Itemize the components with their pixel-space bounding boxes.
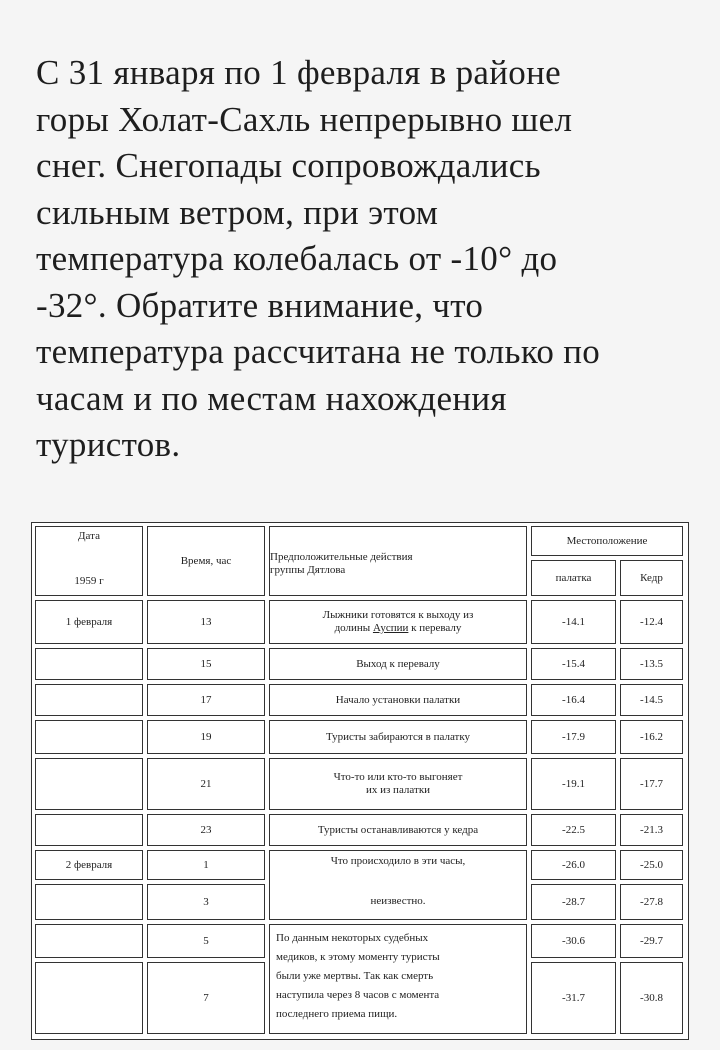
row-cedar: -12.4 [640, 615, 663, 628]
row-action-text: долины [334, 622, 373, 634]
row-time: 23 [200, 823, 212, 836]
table-row-date [35, 684, 143, 716]
table-row-time [147, 648, 265, 680]
table-row-tent [531, 720, 616, 754]
merged-action-cell [269, 850, 527, 920]
table-row-tent [531, 648, 616, 680]
note-line: последнего приема пищи. [276, 1008, 398, 1020]
row-action: Начало установки палатки [335, 693, 461, 706]
note-line: По данным некоторых судебных [276, 932, 429, 944]
table-row-time [147, 962, 265, 1034]
table-row-time [147, 850, 265, 880]
intro-text [36, 50, 696, 469]
table-row-time [147, 924, 265, 958]
note-line: были уже мертвы. Так как смерть [276, 970, 434, 982]
table-row-time [147, 600, 265, 644]
row-action-line2 [335, 622, 462, 635]
table-row-cedar [620, 648, 683, 680]
row-action-underlined: Ауспии [372, 622, 409, 634]
table-row-date [35, 758, 143, 810]
header-tent [531, 560, 616, 596]
row-tent: -31.7 [562, 991, 585, 1004]
row-tent: -22.5 [562, 823, 585, 836]
header-date: Дата [78, 530, 100, 542]
header-time [147, 526, 265, 596]
header-cedar [620, 560, 683, 596]
row-cedar: -16.2 [640, 730, 663, 743]
header-actions [269, 526, 527, 596]
table-row-action [269, 758, 527, 810]
row-time: 5 [203, 934, 209, 947]
header-tent-label: палатка [555, 571, 592, 584]
table-row-cedar [620, 684, 683, 716]
row-time: 17 [200, 693, 212, 706]
row-action: Выход к перевалу [356, 657, 440, 670]
intro-line: горы Холат-Сахль непрерывно шел [36, 99, 573, 139]
table-row-date [35, 600, 143, 644]
row-time: 19 [200, 730, 212, 743]
row-tent: -19.1 [562, 777, 585, 790]
row-cedar: -30.8 [640, 991, 663, 1004]
row-time: 7 [203, 991, 209, 1004]
note-cell [269, 924, 527, 1034]
table-row-action [269, 600, 527, 644]
intro-line: температура рассчитана не только по [36, 332, 601, 371]
row-action: Туристы останавливаются у кедра [317, 823, 479, 836]
table-row-action [269, 648, 527, 680]
table-row-cedar [620, 720, 683, 754]
intro-line: -32°. Обратите внимание, что [36, 285, 484, 325]
intro-line: часам и по местам нахождения [36, 378, 507, 418]
table-row-time [147, 684, 265, 716]
table-row-tent [531, 924, 616, 958]
row-date: 1 февраля [65, 615, 113, 628]
table-row-action [269, 814, 527, 846]
row-cedar: -27.8 [640, 895, 663, 908]
row-action-line1: Лыжники готовятся к выходу из [322, 609, 474, 621]
row-tent: -26.0 [562, 858, 585, 871]
row-tent: -15.4 [562, 657, 585, 670]
row-action-line2: их из палатки [365, 784, 431, 796]
table-row-cedar [620, 758, 683, 810]
row-time: 3 [203, 895, 209, 908]
table-row-cedar [620, 962, 683, 1034]
header-year: 1959 г [74, 575, 104, 587]
row-cedar: -29.7 [640, 934, 663, 947]
table-row-cedar [620, 600, 683, 644]
table-row-time [147, 814, 265, 846]
table-row-tent [531, 850, 616, 880]
row-cedar: -25.0 [640, 858, 663, 871]
table-row-date [35, 648, 143, 680]
table-row-date [35, 850, 143, 880]
row-action-line1: Что-то или кто-то выгоняет [333, 771, 463, 783]
header-location-label: Местоположение [566, 534, 648, 547]
row-cedar: -21.3 [640, 823, 663, 836]
table-row-time [147, 884, 265, 920]
table-row-action [269, 720, 527, 754]
table-row-cedar [620, 850, 683, 880]
row-action: Туристы забираются в палатку [325, 730, 471, 743]
header-cedar-label: Кедр [640, 571, 663, 584]
table-row-action [269, 684, 527, 716]
row-action-text: к перевалу [408, 622, 462, 634]
intro-line: С 31 января по 1 февраля в районе [36, 53, 561, 92]
table-row-date [35, 884, 143, 920]
table-row-date [35, 962, 143, 1034]
row-cedar: -14.5 [640, 693, 663, 706]
table-row-tent [531, 600, 616, 644]
header-actions-line2: группы Дятлова [270, 564, 346, 576]
table-row-time [147, 758, 265, 810]
table-row-time [147, 720, 265, 754]
table-row-tent [531, 758, 616, 810]
row-cedar: -13.5 [640, 657, 663, 670]
intro-line: температура колебалась от -10° до [36, 239, 558, 278]
intro-line: сильным ветром, при этом [36, 192, 439, 232]
intro-line: туристов. [36, 425, 181, 464]
intro-line: снег. Снегопады сопровождались [36, 146, 541, 185]
table-row-cedar [620, 884, 683, 920]
row-action: неизвестно. [370, 895, 426, 907]
row-time: 15 [200, 657, 212, 670]
table-row-cedar [620, 814, 683, 846]
row-tent: -17.9 [562, 730, 585, 743]
row-time: 1 [203, 858, 209, 871]
row-tent: -16.4 [562, 693, 585, 706]
temperature-table [31, 522, 689, 1040]
header-actions-line1: Предположительные действия [270, 551, 413, 563]
header-date-cell [35, 526, 143, 596]
row-date: 2 февраля [65, 858, 113, 871]
table-row-date [35, 720, 143, 754]
table-row-tent [531, 684, 616, 716]
row-cedar: -17.7 [640, 777, 663, 790]
row-tent: -30.6 [562, 934, 585, 947]
table-row-tent [531, 884, 616, 920]
row-time: 21 [200, 777, 212, 790]
row-action: Что происходило в эти часы, [330, 855, 466, 867]
table-row-cedar [620, 924, 683, 958]
header-location [531, 526, 683, 556]
row-tent: -28.7 [562, 895, 585, 908]
note-line: наступила через 8 часов с момента [276, 989, 440, 1001]
table-row-date [35, 814, 143, 846]
table-row-tent [531, 814, 616, 846]
header-time-label: Время, час [180, 554, 232, 567]
row-time: 13 [200, 615, 212, 628]
note-line: медиков, к этому моменту туристы [276, 951, 440, 963]
table-row-tent [531, 962, 616, 1034]
table-row-date [35, 924, 143, 958]
row-tent: -14.1 [562, 615, 585, 628]
